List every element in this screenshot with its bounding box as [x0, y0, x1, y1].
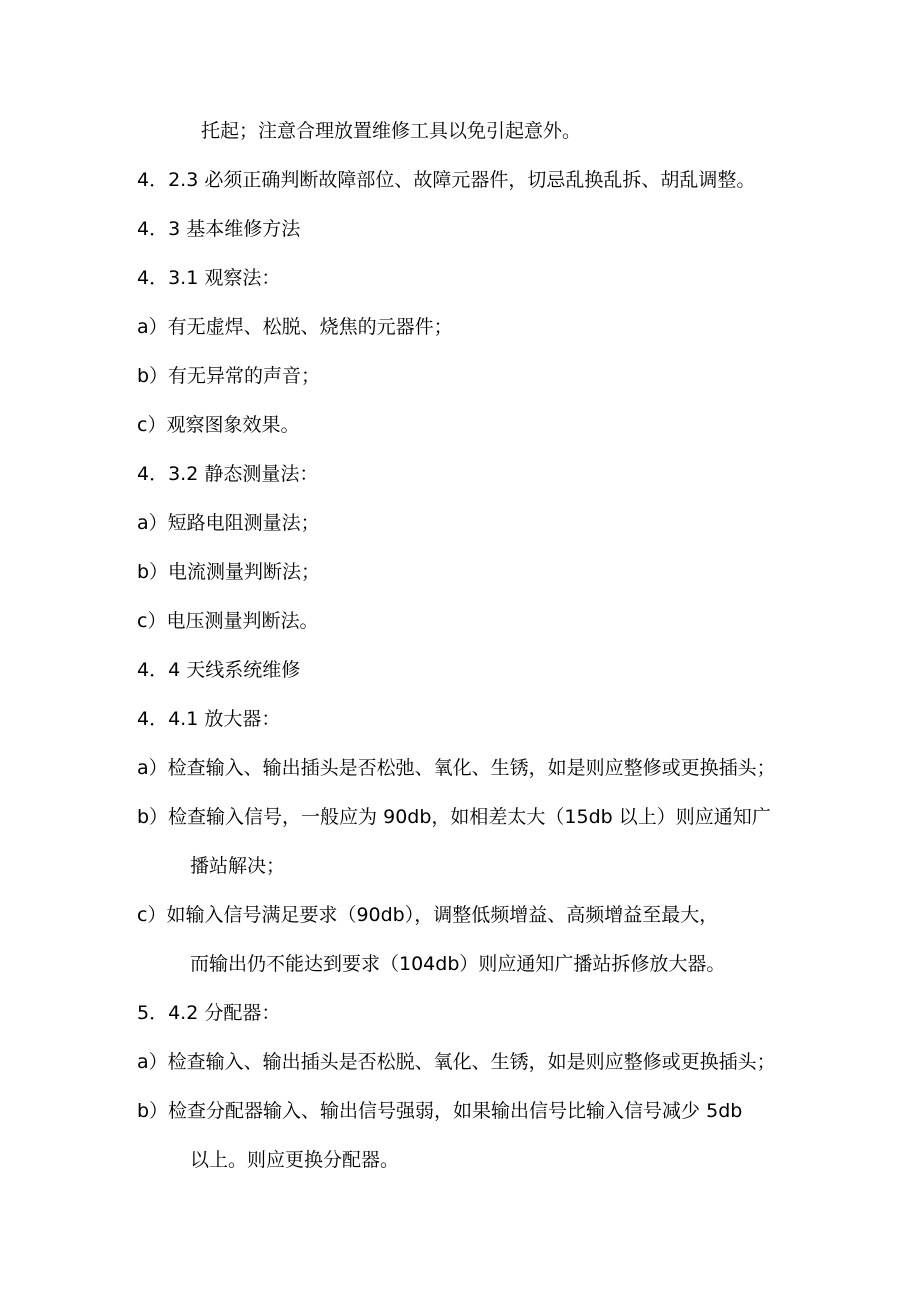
list-item-b-continuation: 播站解决；: [190, 855, 286, 877]
subsection-heading-4-3-2: 4．3.2 静态测量法：: [137, 463, 319, 485]
section-heading-4-3: 4．3 基本维修方法: [137, 218, 301, 240]
list-item-b: b）有无异常的声音；: [137, 365, 321, 387]
subsection-heading-4-3-1: 4．3.1 观察法：: [137, 267, 281, 289]
list-item-c: c）观察图象效果。: [137, 414, 300, 436]
list-item-b: b）电流测量判断法；: [137, 561, 321, 583]
list-item-b: b）检查分配器输入、输出信号强弱，如果输出信号比输入信号减少 5db: [137, 1100, 743, 1122]
list-item-a: a）短路电阻测量法；: [137, 512, 320, 534]
list-item-b-continuation: 以上。则应更换分配器。: [190, 1149, 400, 1171]
text-line-continuation: 托起；注意合理放置维修工具以免引起意外。: [201, 120, 582, 142]
list-item-c: c）电压测量判断法。: [137, 610, 319, 632]
section-heading-4-4: 4．4 天线系统维修: [137, 659, 301, 681]
text-line-4-2-3: 4．2.3 必须正确判断故障部位、故障元器件，切忌乱换乱拆、胡乱调整。: [137, 169, 756, 191]
list-item-a: a）有无虚焊、松脱、烧焦的元器件；: [137, 316, 453, 338]
subsection-heading-5-4-2: 5．4.2 分配器：: [137, 1002, 281, 1024]
subsection-heading-4-4-1: 4．4.1 放大器：: [137, 708, 281, 730]
list-item-c-continuation: 而输出仍不能达到要求（104db）则应通知广播站拆修放大器。: [190, 953, 726, 975]
list-item-a: a）检查输入、输出插头是否松脱、氧化、生锈，如是则应整修或更换插头；: [137, 1051, 776, 1073]
list-item-c: c）如输入信号满足要求（90db），调整低频增益、高频增益至最大，: [137, 904, 719, 926]
list-item-b: b）检查输入信号，一般应为 90db，如相差太大（15db 以上）则应通知广: [137, 806, 771, 828]
list-item-a: a）检查输入、输出插头是否松弛、氧化、生锈，如是则应整修或更换插头；: [137, 757, 776, 779]
